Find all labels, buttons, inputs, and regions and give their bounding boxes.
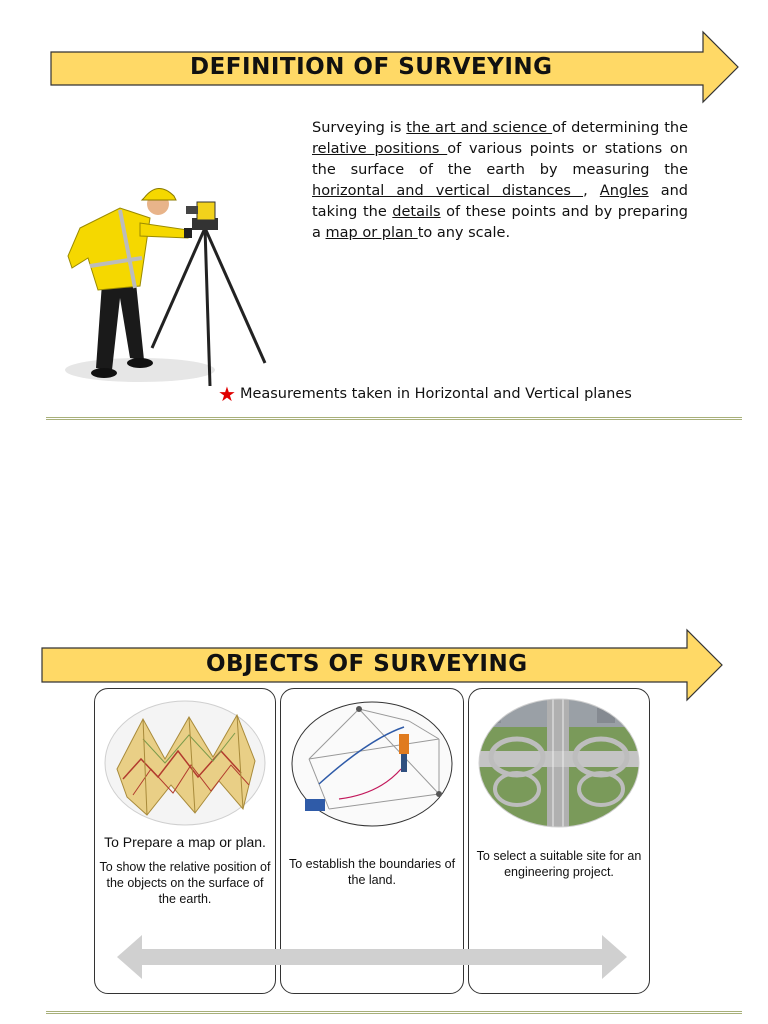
definition-text xyxy=(312,118,688,244)
card-boundaries-text: To establish the boundaries of the land. xyxy=(288,857,456,887)
card-site-text: To select a suitable site for an engineering project. xyxy=(476,849,642,879)
definition-underlined: horizontal and vertical distances xyxy=(312,183,584,199)
card-map-heading: To Prepare a map or plan. xyxy=(104,834,266,850)
section-divider xyxy=(46,417,742,420)
card-map-text: To show the relative position of the objects on the surface of the earth. xyxy=(99,860,271,906)
definition-underlined: details xyxy=(392,204,441,220)
definition-underlined: Angles xyxy=(599,183,649,199)
definition-underlined: map or plan xyxy=(325,225,418,241)
measurement-note-text: Measurements taken in Horizontal and Vertical planes xyxy=(239,386,632,402)
definition-segment: of these points and by preparing a xyxy=(312,204,688,241)
measurement-note xyxy=(218,384,632,404)
definition-segment: to any scale. xyxy=(417,225,511,241)
boundary-diagram-image xyxy=(289,699,455,829)
star-icon: ★ xyxy=(218,382,236,406)
bottom-divider xyxy=(46,1011,742,1014)
definition-title: DEFINITION OF SURVEYING xyxy=(190,54,553,80)
surveyor-illustration xyxy=(60,178,280,393)
definition-segment: , xyxy=(583,183,600,199)
definition-segment: and taking the xyxy=(312,183,689,220)
highway-interchange-image xyxy=(477,697,641,829)
definition-underlined: the art and science xyxy=(406,120,553,136)
definition-underlined: relative positions xyxy=(312,141,448,157)
double-arrow-icon xyxy=(112,932,632,982)
definition-segment: of determining the xyxy=(552,120,688,136)
definition-segment: of various points or stations on the surface of the earth by measuring the xyxy=(312,141,688,178)
definition-segment: Surveying is xyxy=(312,120,407,136)
folded-map-image xyxy=(103,699,267,827)
objects-title: OBJECTS OF SURVEYING xyxy=(206,651,528,677)
